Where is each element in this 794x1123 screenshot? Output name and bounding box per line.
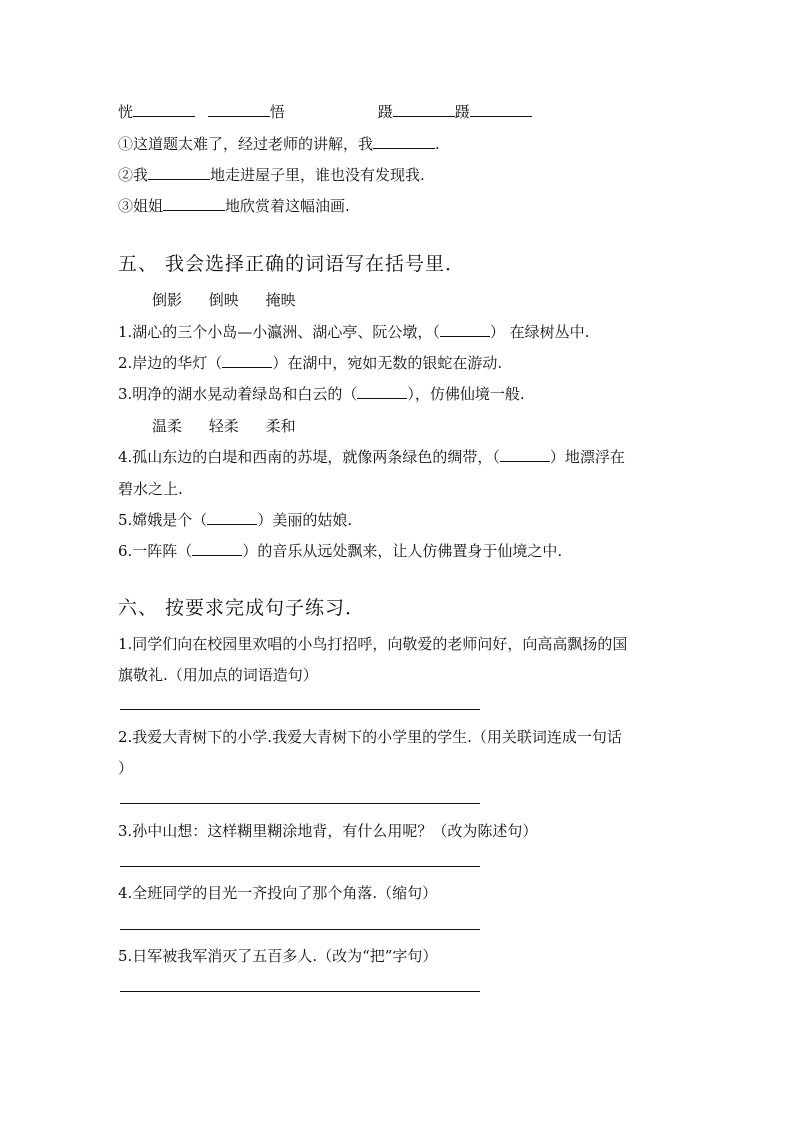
question-5-3: 3.明净的湖水晃动着绿岛和白云的（ ），仿佛仙境一般. — [118, 385, 525, 403]
word-options-1: 倒影 倒映 掩映 — [152, 291, 296, 309]
question-5-6: 6.一阵阵（ ）的音乐从远处飘来，让人仿佛置身于仙境之中. — [118, 542, 563, 560]
question-6-2-cont: ） — [118, 759, 134, 777]
section-5-title: 五、 我会选择正确的词语写在括号里． — [118, 253, 466, 275]
question-5-5: 5.嫦娥是个（ ）美丽的姑娘. — [118, 511, 353, 529]
answer-line-6-1[interactable] — [120, 709, 480, 710]
answer-blank-5-1[interactable] — [440, 322, 490, 337]
question-5-2: 2.岸边的华灯（ ）在湖中，宛如无数的银蛇在游动. — [118, 354, 503, 372]
pair-blank-4[interactable] — [470, 102, 532, 117]
question-6-2: 2.我爱大青树下的小学.我爱大青树下的小学里的学生.（用关联词连成一句话 — [118, 728, 622, 746]
answer-line-6-2[interactable] — [120, 803, 480, 804]
answer-blank-5-6[interactable] — [192, 541, 242, 556]
section-6-title: 六、 按要求完成句子练习． — [118, 597, 366, 619]
question-6-1-cont: 旗敬礼.（用加点的词语造句） — [118, 666, 318, 684]
fill-sentence-2: ②我 地走进屋子里，谁也没有发现我. — [118, 166, 425, 184]
pair-char-1: 恍 — [118, 103, 134, 121]
question-6-5: 5.日军被我军消灭了五百多人.（改为“把”字句） — [118, 947, 438, 965]
answer-line-6-4[interactable] — [120, 929, 480, 930]
answer-line-6-3[interactable] — [120, 866, 480, 867]
question-5-4-cont: 碧水之上. — [118, 480, 183, 498]
fill-sentence-1: ①这道题太难了，经过老师的讲解，我 . — [118, 135, 440, 153]
pair-char-3: 蹑 — [377, 103, 393, 121]
pair-blank-3[interactable] — [393, 102, 455, 117]
fill-blank-2[interactable] — [148, 165, 210, 180]
question-6-4: 4.全班同学的目光一齐投向了那个角落.（缩句） — [118, 884, 438, 902]
answer-blank-5-3[interactable] — [357, 384, 407, 399]
pair-blank-1[interactable] — [133, 102, 195, 117]
answer-line-6-5[interactable] — [120, 991, 480, 992]
fill-blank-3[interactable] — [163, 196, 225, 211]
pair-blank-2[interactable] — [208, 102, 270, 117]
word-pair-row — [118, 102, 532, 122]
fill-sentence-3: ③姐姐 地欣赏着这幅油画. — [118, 197, 350, 215]
question-6-1: 1.同学们向在校园里欢唱的小鸟打招呼，向敬爱的老师问好，向高高飘扬的国 — [118, 635, 628, 653]
answer-blank-5-4[interactable] — [500, 447, 550, 462]
question-5-4: 4.孤山东边的白堤和西南的苏堤，就像两条绿色的绸带，（ ）地漂浮在 — [118, 448, 625, 466]
pair-char-2: 悟 — [269, 103, 285, 121]
answer-blank-5-5[interactable] — [207, 510, 257, 525]
pair-char-4: 蹑 — [454, 103, 470, 121]
question-5-1: 1.湖心的三个小岛—小瀛洲、湖心亭、阮公墩，（ ） 在绿树丛中. — [118, 323, 590, 341]
word-options-2: 温柔 轻柔 柔和 — [152, 417, 296, 435]
question-6-3: 3.孙中山想：这样糊里糊涂地背，有什么用呢？（改为陈述句） — [118, 822, 538, 840]
fill-blank-1[interactable] — [373, 134, 435, 149]
answer-blank-5-2[interactable] — [222, 353, 272, 368]
